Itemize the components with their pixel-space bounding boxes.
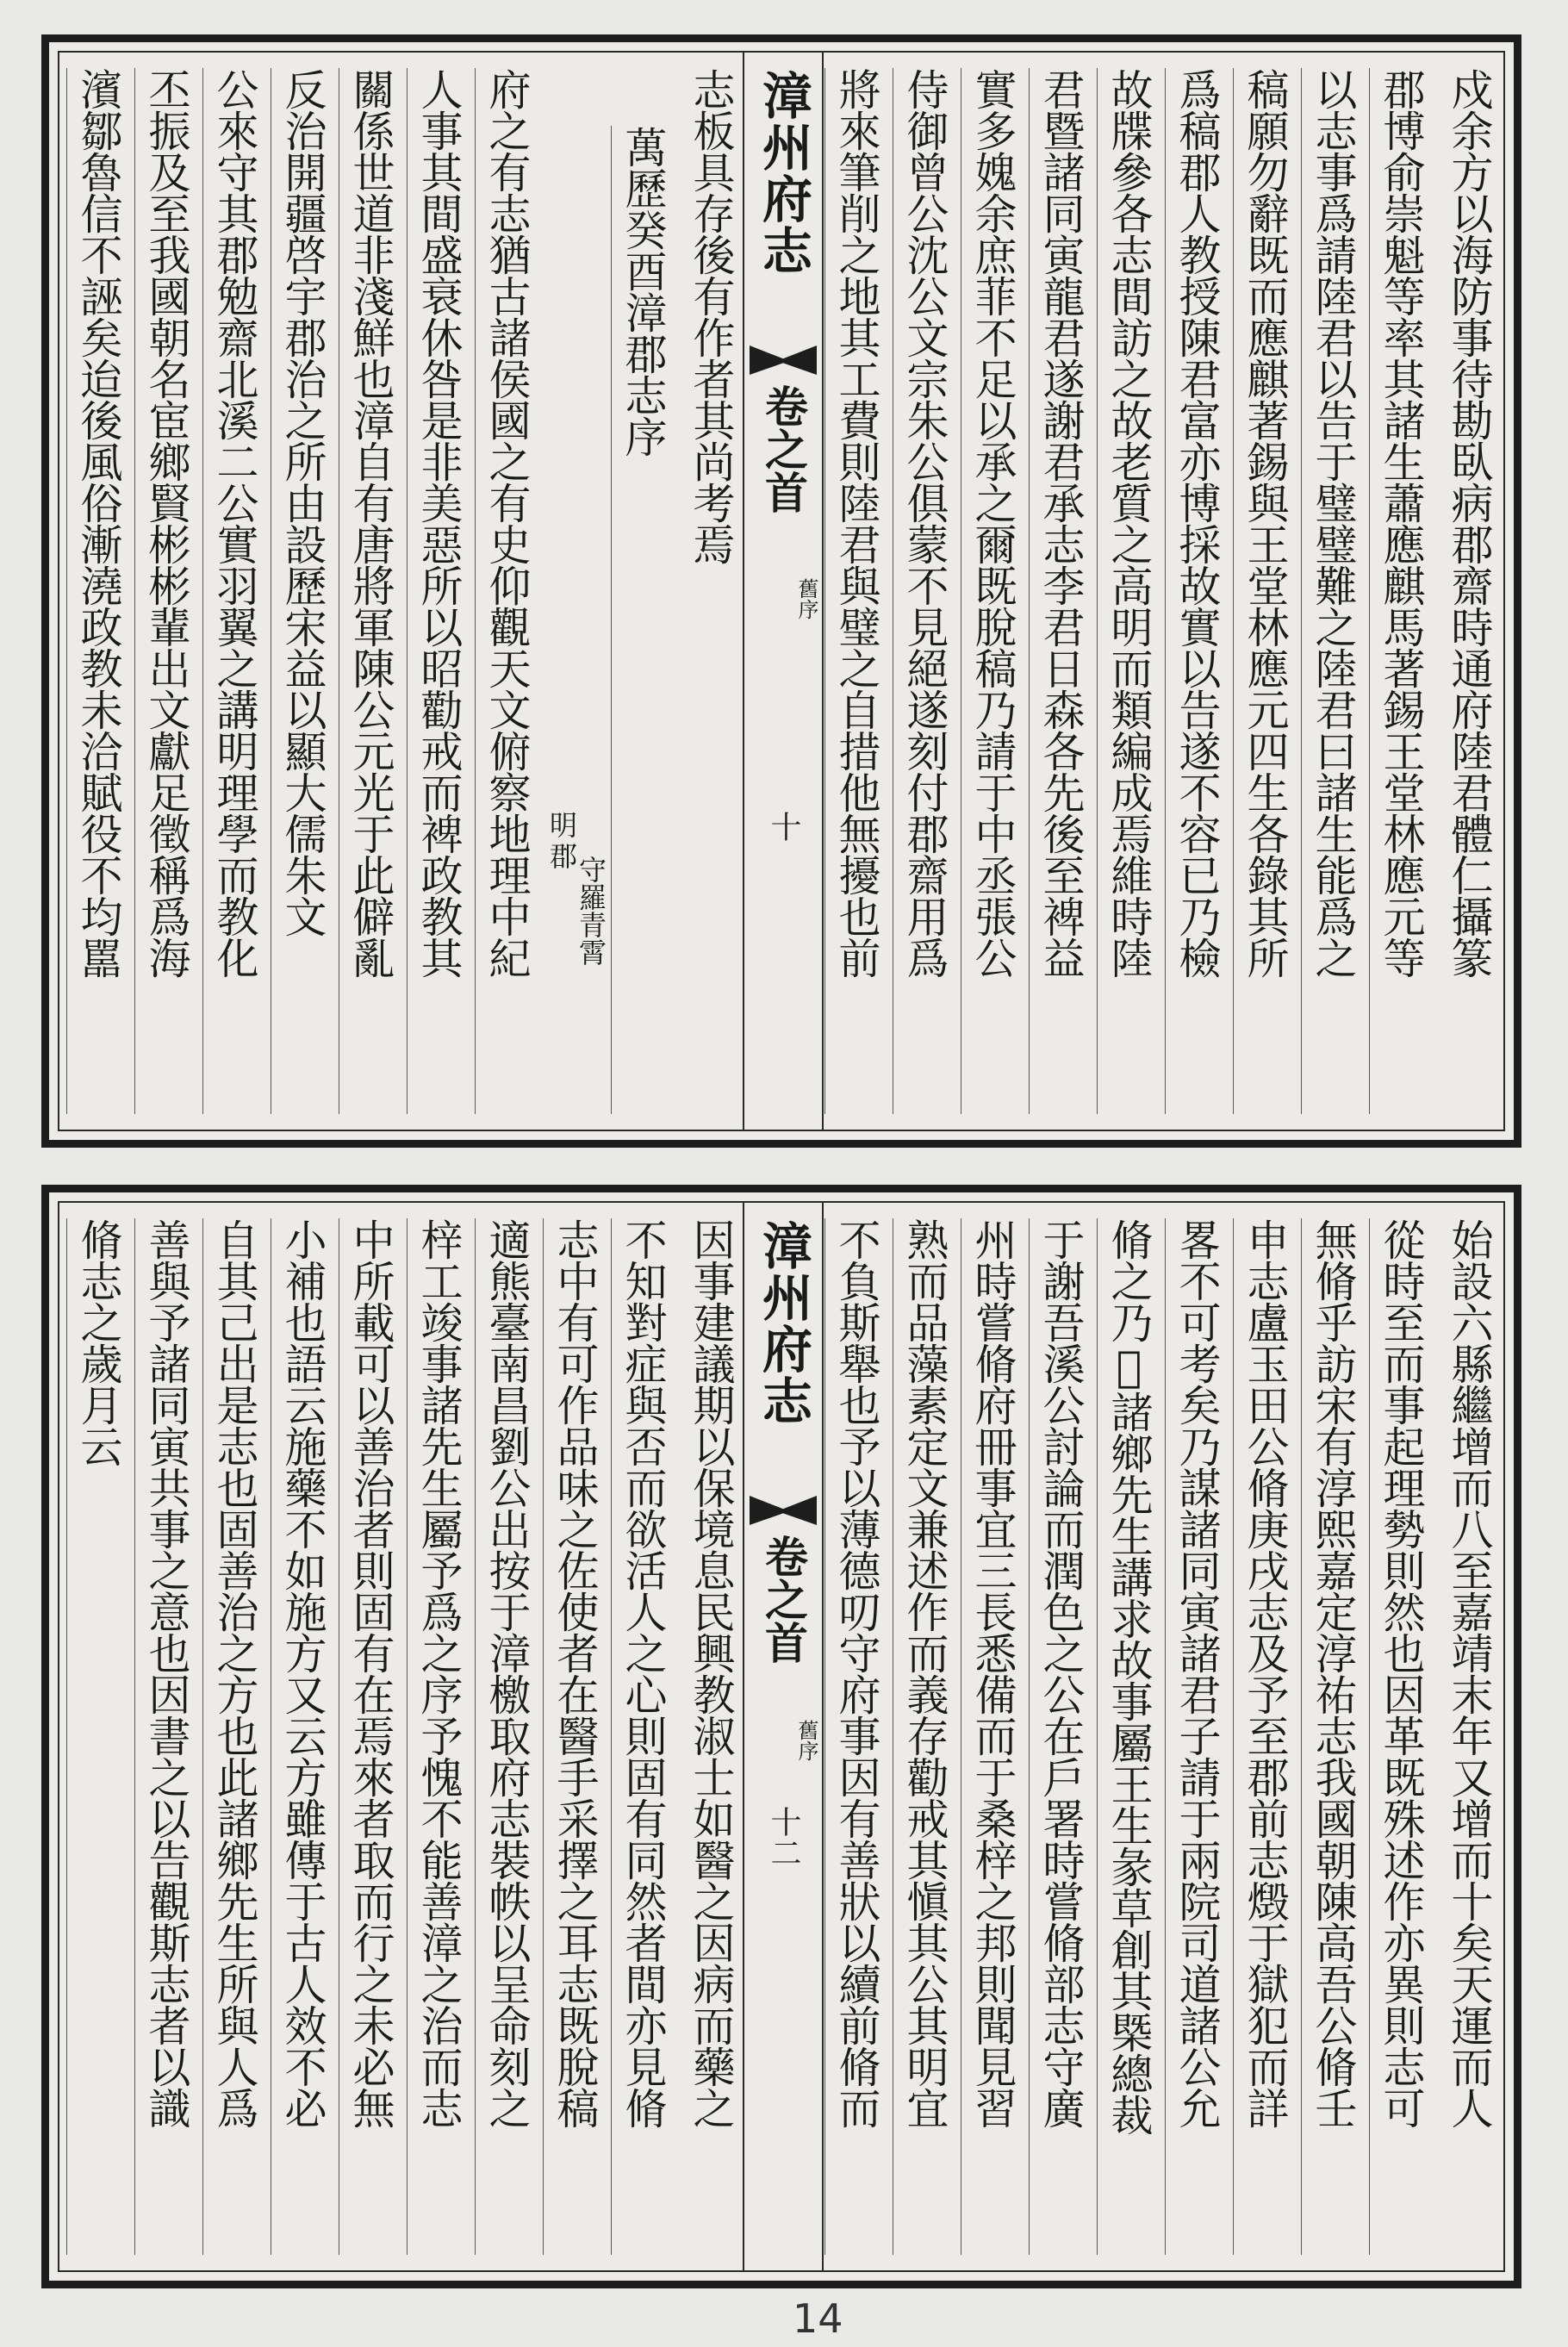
top-inner-frame [58,51,1505,1131]
bottom-center-fold-banxin [743,1203,824,2270]
fishtail-ornament-icon [750,1496,817,1525]
fishtail-ornament-icon [750,346,817,375]
bottom-inner-frame [58,1201,1505,2272]
bottom-left-column-4: 適熊臺南昌劉公出按于漳檄取府志裝帙以呈命刻之 [475,1218,538,2255]
bottom-right-column-9: 熟而品藻素定文兼述作而義存勸戒其愼其公其明宜 [893,1218,955,2255]
banxin-book-title: 漳州府志 [754,70,812,277]
banxin-section-label: 舊序 [794,578,818,619]
top-right-leaf [818,53,1503,1130]
banxin-page-number: 十二 [766,1806,801,1868]
banxin-volume-label: 卷之首 [758,1535,809,1664]
top-left-signature [547,811,607,1052]
bottom-left-column-5: 梓工竣事諸先生屬予爲之序予愧不能善漳之治而志 [407,1218,470,2255]
top-right-column-4: 稿願勿辭既而應麒著錫與王堂林應元四生各錄其所 [1233,68,1296,1114]
top-right-column-7: 君暨諸同寅龍君遂謝君承志李君日森各先後至裨益 [1029,68,1092,1114]
bottom-right-column-2: 從時至而事起理勢則然也因革既殊述作亦異則志可 [1369,1218,1432,2255]
banxin-volume-label: 卷之首 [758,384,809,514]
top-left-column-4: 人事其間盛衰休咎是非美惡所以昭勸戒而裨政教其 [407,68,470,1114]
top-center-fold-banxin [743,53,824,1130]
top-left-column-3: 府之有志猶古諸侯國之有史仰觀天文俯察地理中紀 [475,68,538,1114]
bottom-left-column-9: 善與予諸同寅共事之意也因書之以告觀斯志者以識 [134,1218,197,2255]
bottom-left-leaf [59,1203,745,2270]
top-left-leaf [59,53,745,1130]
bottom-right-column-7: 于謝吾溪公討論而潤色之公在戶署時嘗脩部志守廣 [1029,1218,1092,2255]
top-right-column-1: 戍余方以海防事待勘臥病郡齋時通府陸君體仁攝篆 [1445,68,1494,978]
bottom-right-column-1: 始設六縣繼增而八至嘉靖末年又增而十矣天運而人 [1445,1218,1494,2128]
handwritten-folio-number: 14 [793,2295,843,2342]
banxin-page-number: 十 [766,811,801,842]
bottom-left-column-10: 脩志之歲月云 [66,1218,129,2255]
bottom-left-column-6: 中所載可以善治者則固有在焉來者取而行之未必無 [339,1218,401,2255]
top-left-column-9: 濱鄒魯信不誣矣迨後風俗漸澆政教未洽賦役不均嚚 [66,68,129,1114]
bottom-left-column-2: 不知對症與否而欲活人之心則固有同然者間亦見脩 [611,1218,674,2255]
top-left-column-5: 關係世道非淺鮮也漳自有唐將軍陳公元光于此僻亂 [339,68,401,1114]
top-right-column-2: 郡博俞崇魁等率其諸生蕭應麒馬著錫王堂林應元等 [1369,68,1432,1114]
top-right-column-9: 侍御曾公沈公文宗朱公俱蒙不見絕遂刻付郡齋用爲 [893,68,955,1114]
bottom-right-leaf [818,1203,1503,2270]
top-page-spread [41,34,1521,1148]
banxin-book-title: 漳州府志 [754,1220,812,1427]
bottom-right-column-8: 州時嘗脩府冊事宜三長悉備而于桑梓之邦則聞見習 [961,1218,1024,2255]
bottom-right-column-10: 不負斯舉也予以薄德叨守府事因有善狀以續前脩而 [824,1218,887,2255]
bottom-left-column-7: 小補也語云施藥不如施方又云方雖傳于古人效不必 [271,1218,333,2255]
top-left-column-1: 志板具存後有作者其尚考焉 [687,68,736,564]
top-right-column-8: 實多媿余庶菲不足以承之爾既脫稿乃請于中丞張公 [961,68,1024,1114]
top-left-column-8: 丕振及至我國朝名宦鄉賢彬彬輩出文獻足徵稱爲海 [134,68,197,1114]
bottom-right-column-6: 脩之乃𨷖諸鄉先生講求故事屬王生彖草創其槩總裁 [1097,1218,1160,2255]
banxin-section-label: 舊序 [794,1720,818,1761]
top-left-column-6: 反治開疆啓宇郡治之所由設歷宋益以顯大儒朱文 [271,68,333,1114]
signature-name: 守羅青霄 [575,856,607,966]
bottom-left-column-1: 因事建議期以保境息民興教淑士如醫之因病而藥之 [687,1218,736,2128]
bottom-right-column-3: 無脩乎訪宋有淳熙嘉定淳祐志我國朝陳高吾公脩壬 [1301,1218,1364,2255]
bottom-left-column-3: 志中有可作品味之佐使者在醫手采擇之耳志既脫稿 [543,1218,606,2255]
top-right-column-3: 以志事爲請陸君以告于璧璧難之陸君曰諸生能爲之 [1301,68,1364,1114]
bottom-left-column-8: 自其己出是志也固善治之方也此諸鄉先生所與人爲 [202,1218,265,2255]
top-right-column-6: 故牒參各志間訪之故老質之高明而類編成焉維時陸 [1097,68,1160,1114]
bottom-right-column-5: 畧不可考矣乃謀諸同寅諸君子請于兩院司道諸公允 [1165,1218,1228,2255]
bottom-right-column-4: 申志盧玉田公脩庚戌志及予至郡前志燬于獄犯而詳 [1233,1218,1296,2255]
signature-title-1: 郡 [545,842,578,869]
top-left-column-7: 公來守其郡勉齋北溪二公實羽翼之講明理學而教化 [202,68,265,1114]
top-right-column-5: 爲稿郡人教授陳君富亦博採故實以告遂不容已乃檢 [1165,68,1228,1114]
top-left-preface-heading: 萬歷癸酉漳郡志序 [611,126,674,1114]
signature-dynasty: 明 [545,811,578,838]
bottom-page-spread [41,1185,1521,2288]
top-right-column-10: 將來筆削之地其工費則陸君與璧之自措他無擾也前 [824,68,887,1114]
